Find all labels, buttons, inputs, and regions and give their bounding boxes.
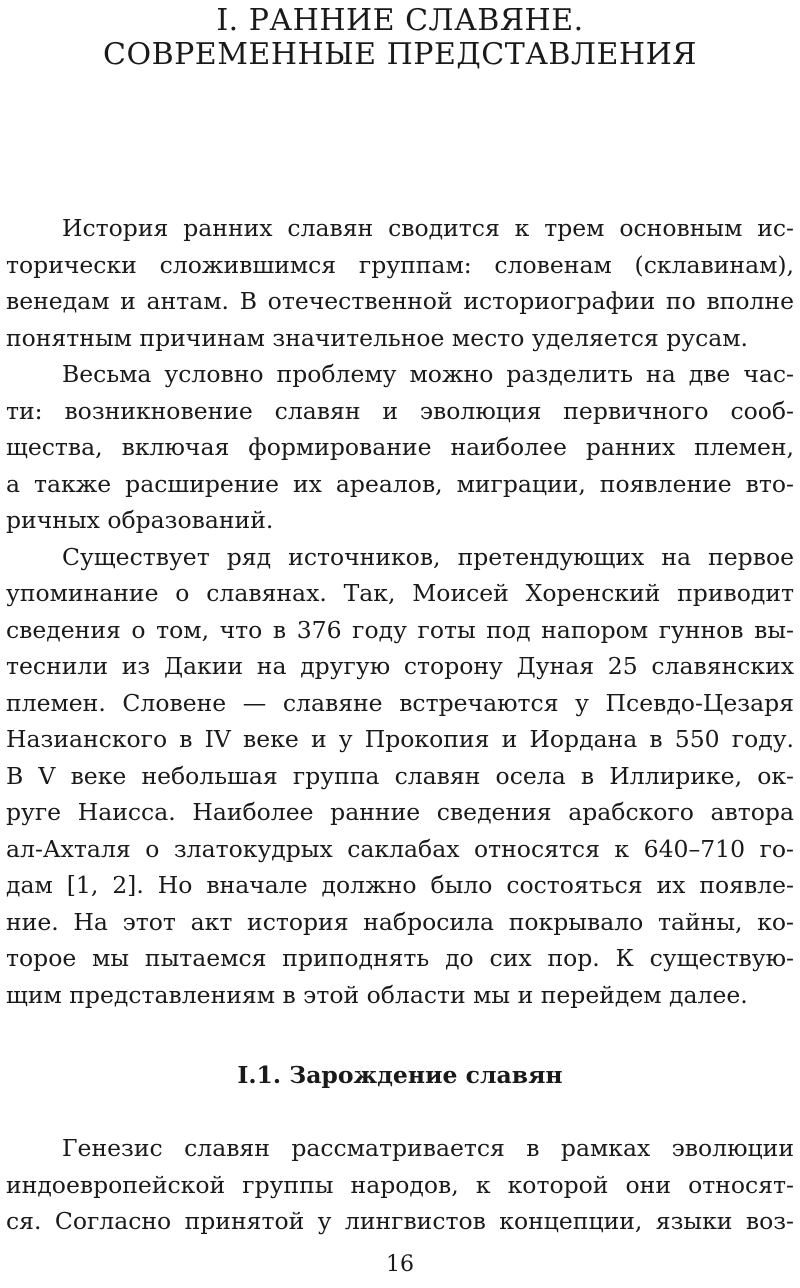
text-line: сведения о том, что в 376 году готы под напором гуннов вы-	[6, 615, 794, 644]
text-line: руге Наисса. Наиболее ранние сведения арабского автора	[6, 798, 794, 826]
chapter-title-line-2: СОВРЕМЕННЫЕ ПРЕДСТАВЛЕНИЯ	[103, 37, 697, 72]
text-line: индоевропейской группы народов, к которой они относят-	[6, 1170, 794, 1199]
text-line: щества, включая формирование наиболее ранних племен,	[6, 433, 794, 461]
text-line: Существует ряд источников, претендующих на первое	[62, 542, 794, 571]
text-line: ти: возникновение славян и эволюция первичного сооб-	[6, 396, 794, 425]
section-body	[6, 1130, 794, 1240]
chapter-body	[6, 210, 794, 1013]
text-line: упоминание о славянах. Так, Моисей Хоренский приводит	[6, 579, 794, 607]
paragraph-1	[6, 210, 794, 356]
text-line: История ранних славян сводится к трем основным ис-	[62, 214, 794, 242]
text-line: понятным причинам значительное место уделяется русам.	[6, 323, 748, 352]
text-line: ал-Ахталя о златокудрых саклабах относятся к 640–710 го-	[6, 834, 794, 863]
text-line: ричных образований.	[6, 506, 274, 534]
text-line: а также расширение их ареалов, миграции, появление вто-	[6, 469, 794, 498]
page-number: 16	[386, 1252, 414, 1277]
text-line: щим представлениям в этой области мы и перейдем далее.	[6, 980, 748, 1009]
text-line: венедам и антам. В отечественной историографии по вполне	[6, 287, 794, 315]
paragraph-2	[6, 356, 794, 539]
text-line: В V веке небольшая группа славян осела в Иллирике, ок-	[6, 761, 794, 790]
text-line: ние. На этот акт история набросила покрывало тайны, ко-	[6, 907, 794, 936]
text-line: племен. Словене — славяне встречаются у Псевдо-Цезаря	[6, 688, 794, 717]
text-line: торически сложившимся группам: словенам (склавинам),	[6, 250, 794, 279]
text-line: Генезис славян рассматривается в рамках эволюции	[62, 1134, 794, 1162]
text-line: дам [1, 2]. Но вначале должно было состояться их появле-	[6, 871, 794, 899]
chapter-title	[6, 0, 794, 72]
paragraph-3	[6, 539, 794, 1014]
chapter-title-line-1: I. РАННИЕ СЛАВЯНЕ.	[216, 3, 584, 38]
text-line: ся. Согласно принятой у лингвистов концепции, языки воз-	[6, 1207, 794, 1235]
text-line: Назианского в IV веке и у Прокопия и Иордана в 550 году.	[6, 725, 794, 753]
text-line: Весьма условно проблему можно разделить на две час-	[62, 360, 794, 388]
text-line: теснили из Дакии на другую сторону Дуная 25 славянских	[6, 652, 794, 680]
book-page	[6, 0, 794, 1288]
section-paragraph	[6, 1130, 794, 1240]
section-title: I.1. Зарождение славян	[237, 1061, 563, 1089]
text-line: торое мы пытаемся приподнять до сих пор. К существую-	[6, 944, 794, 972]
